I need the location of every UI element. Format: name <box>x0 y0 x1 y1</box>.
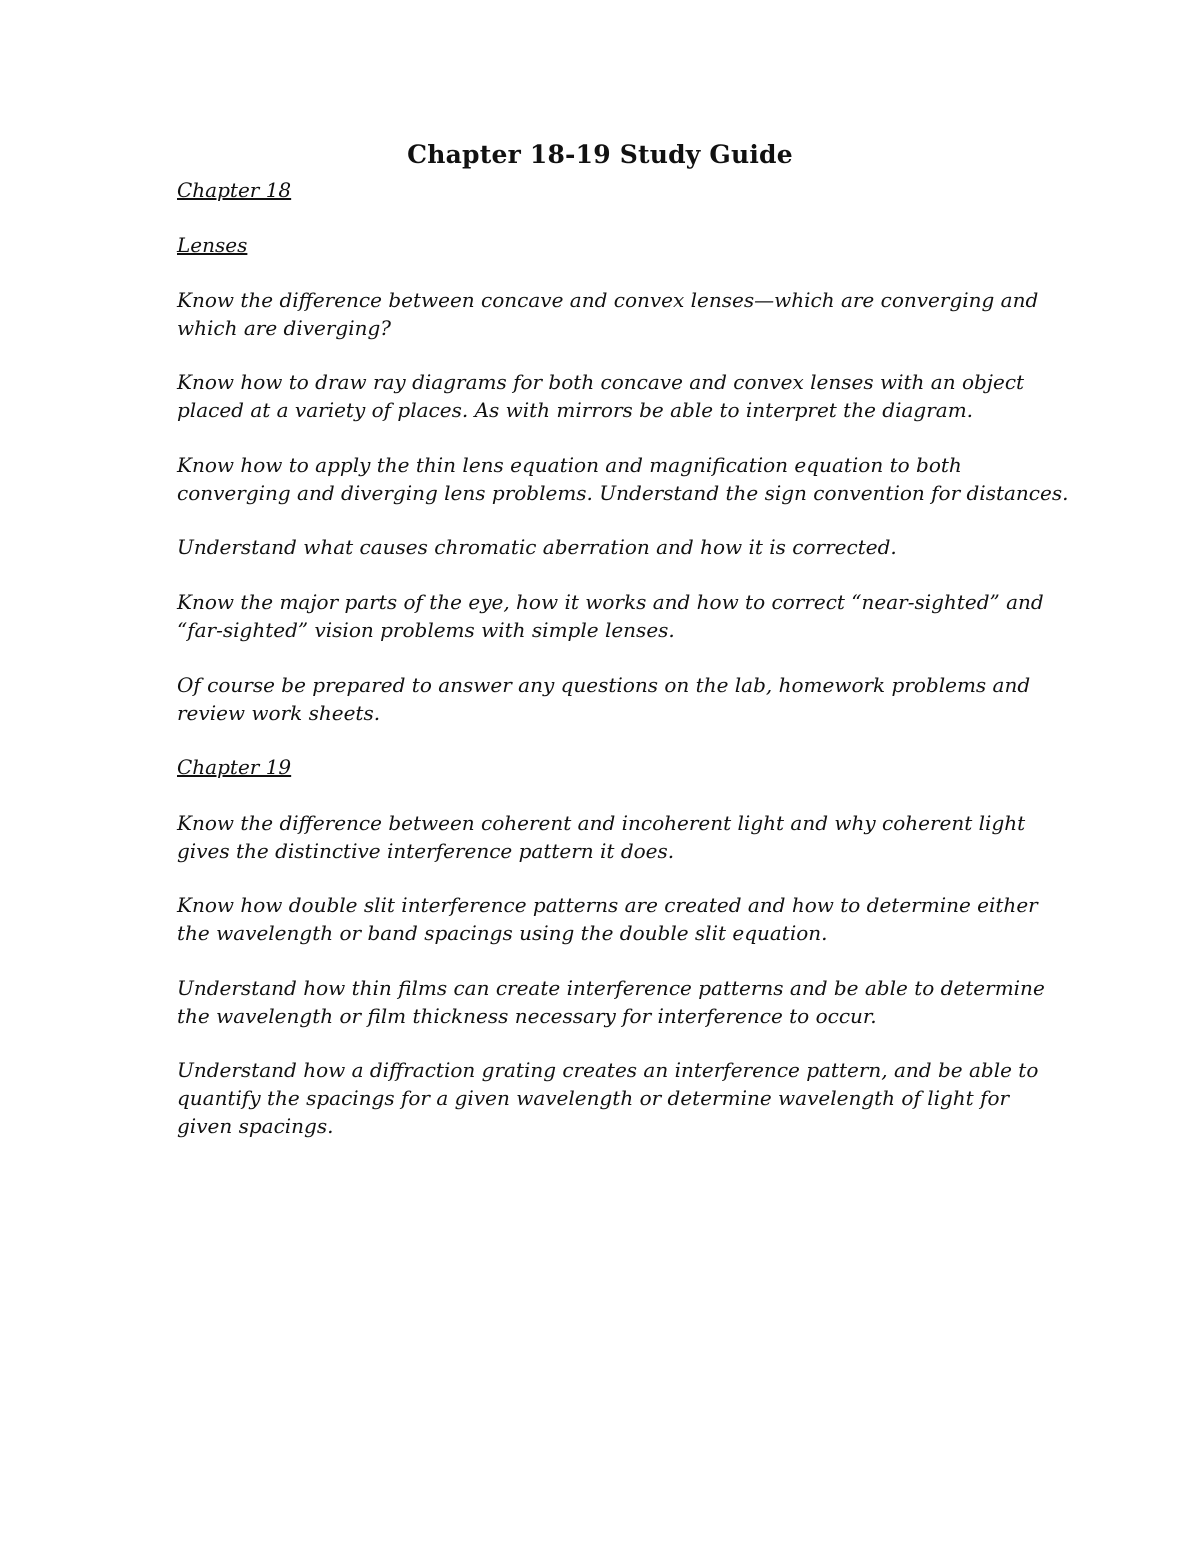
paragraph-eye <box>177 588 1044 644</box>
text-line: Know the major parts of the eye, how it works and how to correct “near-sighted” and <box>177 590 1044 614</box>
text-line: Know the difference between concave and convex lenses—which are converging and <box>177 288 1039 312</box>
text-line: Of course be prepared to answer any questions on the lab, homework problems and <box>177 673 1031 697</box>
text-line: given spacings. <box>177 1114 334 1138</box>
text-line: Know how to draw ray diagrams for both concave and convex lenses with an object <box>177 370 1025 394</box>
text-line: the wavelength or band spacings using the double slit equation. <box>177 921 828 945</box>
text-line: Understand how a diffraction grating creates an interference pattern, and be able to <box>177 1058 1039 1082</box>
paragraph-coherent-light <box>177 809 1027 865</box>
text-line: Know how double slit interference patterns are created and how to determine either <box>177 893 1038 917</box>
text-line: Know how to apply the thin lens equation and magnification equation to both <box>177 453 962 477</box>
text-line: Understand what causes chromatic aberration and how it is corrected. <box>177 535 897 559</box>
paragraph-ray-diagrams <box>177 368 1027 424</box>
paragraph-thin-films <box>177 974 1045 1030</box>
text-line: “far-sighted” vision problems with simple lenses. <box>177 618 675 642</box>
text-line: review work sheets. <box>177 701 381 725</box>
paragraph-diffraction-grating <box>177 1056 1039 1140</box>
paragraph-thin-lens-equation <box>177 451 1069 507</box>
text-line: the wavelength or film thickness necessary for interference to occur. <box>177 1004 877 1028</box>
text-line: quantify the spacings for a given wavelength or determine wavelength of light for <box>177 1086 1010 1110</box>
chapter-19-heading: Chapter 19 <box>177 755 292 779</box>
text-line: placed at a variety of places. As with mirrors be able to interpret the diagram. <box>177 398 974 422</box>
text-line: converging and diverging lens problems. Understand the sign convention for distances. <box>177 481 1069 505</box>
text-line: which are diverging? <box>177 316 392 340</box>
page-title: Chapter 18-19 Study Guide <box>407 140 793 169</box>
text-line: Understand how thin films can create interference patterns and be able to determine <box>177 976 1045 1000</box>
chapter-18-heading: Chapter 18 <box>177 178 292 202</box>
paragraph-lab-homework <box>177 671 1031 727</box>
text-line: gives the distinctive interference pattern it does. <box>177 839 675 863</box>
paragraph-lens-types <box>177 286 1039 342</box>
lenses-subheading: Lenses <box>177 233 248 257</box>
text-line: Know the difference between coherent and incoherent light and why coherent light <box>177 811 1026 835</box>
paragraph-double-slit <box>177 891 1038 947</box>
paragraph-chromatic-aberration <box>177 533 1027 561</box>
